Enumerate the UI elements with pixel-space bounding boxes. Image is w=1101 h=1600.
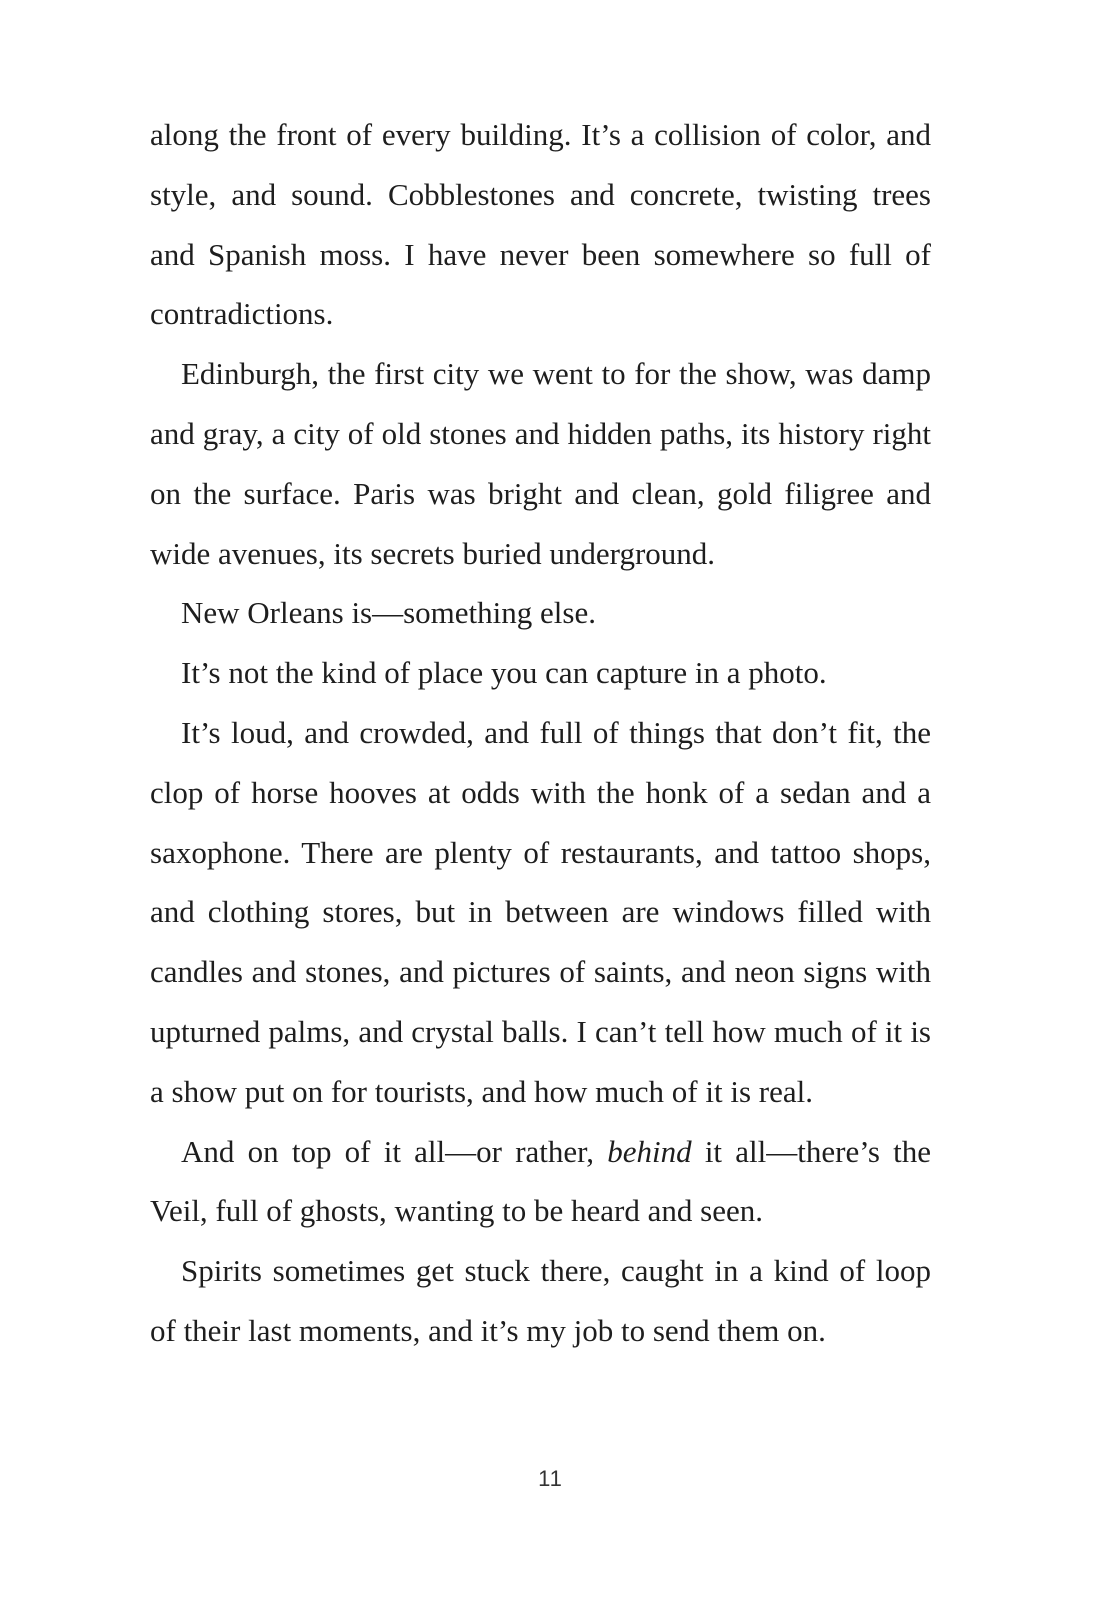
paragraph: Spirits sometimes get stuck there, caught in a kind of loop of their last moments, and it’s my job to send them on. xyxy=(150,1253,931,1348)
page-body xyxy=(150,105,931,1361)
paragraph: It’s loud, and crowded, and full of things that don’t fit, the clop of horse hooves at odds with the honk of a sedan and a saxophone. There are plenty of restaurants, and tattoo shops, and clothing stores, but in between are windows filled with candles and stones, and pictures of saints, and neon signs with upturned palms, and crystal balls. I can’t tell how much of it is a show put on for tourists, and how much of it is real. xyxy=(150,714,931,1109)
paragraph-text-start: And on top of it all—or rather, xyxy=(181,1133,608,1169)
paragraph: It’s not the kind of place you can capture in a photo. xyxy=(181,655,827,691)
italic-emphasis: behind xyxy=(607,1133,692,1169)
page-number: 11 xyxy=(538,1466,563,1491)
paragraph-text-end: it all—there’s the Veil, full of ghosts, wanting to be heard and seen. xyxy=(150,1133,931,1229)
paragraph xyxy=(150,1122,931,1242)
paragraph: Edinburgh, the first city we went to for the show, was damp and gray, a city of old stones and hidden paths, its history right on the surface. Paris was bright and clean, gold filigree and wide avenues, its secrets buried underground. xyxy=(150,356,931,571)
paragraph: along the front of every building. It’s a collision of color, and style, and sound. Cobblestones and concrete, twisting trees and Spanish moss. I have never been somewhere so full of contradictions. xyxy=(150,117,931,332)
paragraph: New Orleans is—something else. xyxy=(181,595,596,631)
